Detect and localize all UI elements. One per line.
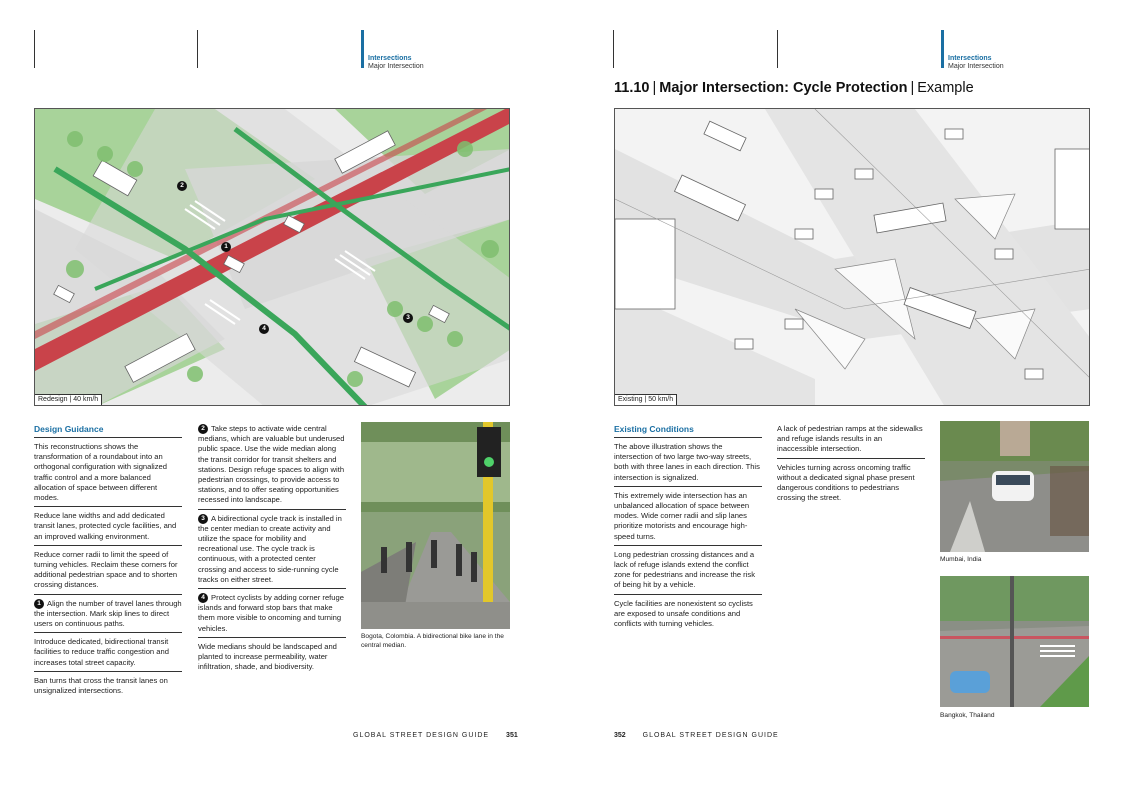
- redesign-label: Redesign | 40 km/h: [35, 394, 102, 405]
- design-para-2: Reduce lane widths and add dedicated transit lanes, protected cycle facilities, and an improved walking environment.: [34, 511, 182, 546]
- design-para-4: Introduce dedicated, bidirectional transit facilities to reduce traffic congestion and increases total street capacity.: [34, 637, 182, 672]
- item-1-text: Align the number of travel lanes through the intersection. Mark skip lines to direct users on continuous paths.: [34, 598, 182, 629]
- existing-para-4: Cycle facilities are nonexistent so cyclists are exposed to unsafe conditions and conflicts with turning vehicles.: [614, 598, 753, 629]
- callout-4: 4: [259, 324, 269, 334]
- design-para-6: Wide medians should be landscaped and planted to increase permeability, water infiltration, shade, and biodiversity.: [198, 641, 337, 672]
- existing-illustration: [614, 108, 1090, 406]
- item-2-number: 2: [198, 424, 208, 434]
- header-subsection: Major Intersection: [368, 63, 424, 70]
- header-subsection-right: Major Intersection: [948, 63, 1004, 70]
- callout-2: 2: [177, 181, 187, 191]
- bogota-photo: [361, 422, 510, 629]
- existing-para-3: Long pedestrian crossing distances and a lack of refuge islands extend the conflict zone for pedestrians and increase the risk of being hit by a vehicle.: [614, 550, 762, 595]
- design-item-4: [198, 593, 346, 638]
- existing-drawing: [615, 109, 1090, 406]
- page-title: 11.10 | Major Intersection: Cycle Protection | Example: [614, 80, 974, 96]
- item-4-text: Protect cyclists by adding corner refuge islands and forward stop bars that make them more visible to oncoming and turning vehicles.: [198, 593, 344, 633]
- mumbai-caption: Mumbai, India: [940, 556, 982, 563]
- existing-conditions-col1: [614, 424, 762, 636]
- item-3-text: A bidirectional cycle track is installed in the center median to create activity and utilize the space for mobility and recreational use. The cycle track is continuous, with a protected center crossing and access to side-running cycle tracks on either street.: [198, 513, 342, 584]
- existing-conditions-heading: Existing Conditions: [614, 424, 762, 438]
- redesign-illustration: [34, 108, 510, 406]
- footer-right: [614, 732, 779, 739]
- header-accent-right: [941, 30, 944, 68]
- item-2-text: Take steps to activate wide central medians, which are valuable but underused public space. Use the wide median along the transit corridor for transit shelters and stations. Design refuge spaces to align with pedestrian crossings, to provide access to stations, and to offer seating opportunities recessed into landscape.: [198, 424, 345, 505]
- mumbai-photo-image: [940, 421, 1089, 552]
- title-number: 11.10: [614, 80, 650, 96]
- header-accent-left: [361, 30, 364, 68]
- header-rule-1: [34, 30, 35, 68]
- existing-para-2: This extremely wide intersection has an unbalanced allocation of space between modes. Wide corner radii and slip lanes prioritize motorists and encourage high-speed turns.: [614, 491, 762, 546]
- design-para-1: This reconstructions shows the transformation of a roundabout into an orthogonal configuration with signalized traffic control and a more balanced allocation of space between different modes.: [34, 442, 182, 507]
- bogota-caption: Bogota, Colombia. A bidirectional bike lane in the central median.: [361, 633, 504, 649]
- existing-label: Existing | 50 km/h: [615, 394, 677, 405]
- design-para-5: Ban turns that cross the transit lanes on unsignalized intersections.: [34, 675, 168, 696]
- header-section-right: Intersections: [948, 55, 992, 62]
- footer-left: [353, 732, 518, 739]
- existing-para-1: The above illustration shows the intersection of two large two-way streets, both with three lanes in each direction. This intersection is signalized.: [614, 442, 762, 487]
- design-guidance-heading: Design Guidance: [34, 424, 182, 438]
- page-number-right: 352: [614, 732, 626, 739]
- footer-left-title: GLOBAL STREET DESIGN GUIDE: [353, 732, 490, 739]
- existing-para-5: A lack of pedestrian ramps at the sidewalks and refuge islands results in an inaccessible intersection.: [777, 424, 925, 459]
- design-item-2: [198, 424, 346, 510]
- redesign-drawing: [35, 109, 510, 406]
- item-3-number: 3: [198, 514, 208, 524]
- design-para-3: Reduce corner radii to limit the speed of turning vehicles. Reclaim these corners for additional pedestrian space and to shorten crossing distances.: [34, 550, 182, 595]
- callout-1: 1: [221, 242, 231, 252]
- existing-para-6: Vehicles turning across oncoming traffic without a dedicated signal phase present dangerous conditions to pedestrians crossing the street.: [777, 462, 915, 503]
- design-item-3: [198, 514, 346, 589]
- footer-right-title: GLOBAL STREET DESIGN GUIDE: [642, 732, 779, 739]
- callout-3: 3: [403, 313, 413, 323]
- header-left: [368, 55, 424, 71]
- page-number-left: 351: [506, 732, 518, 739]
- mumbai-photo: [940, 421, 1089, 552]
- existing-conditions-col2: [777, 424, 925, 510]
- header-rule-4: [777, 30, 778, 68]
- title-suffix: Example: [917, 80, 974, 96]
- header-rule-2: [197, 30, 198, 68]
- design-item-1: [34, 599, 182, 634]
- bangkok-photo: [940, 576, 1089, 707]
- header-rule-3: [613, 30, 614, 68]
- header-right: [948, 55, 1004, 71]
- bangkok-photo-image: [940, 576, 1089, 707]
- bangkok-caption: Bangkok, Thailand: [940, 712, 995, 719]
- title-main: Major Intersection: Cycle Protection: [659, 80, 908, 96]
- bogota-photo-image: [361, 422, 510, 629]
- design-guidance-col1: [34, 424, 182, 703]
- header-section: Intersections: [368, 55, 412, 62]
- item-1-number: 1: [34, 599, 44, 609]
- item-4-number: 4: [198, 593, 208, 603]
- design-guidance-col2: [198, 424, 346, 679]
